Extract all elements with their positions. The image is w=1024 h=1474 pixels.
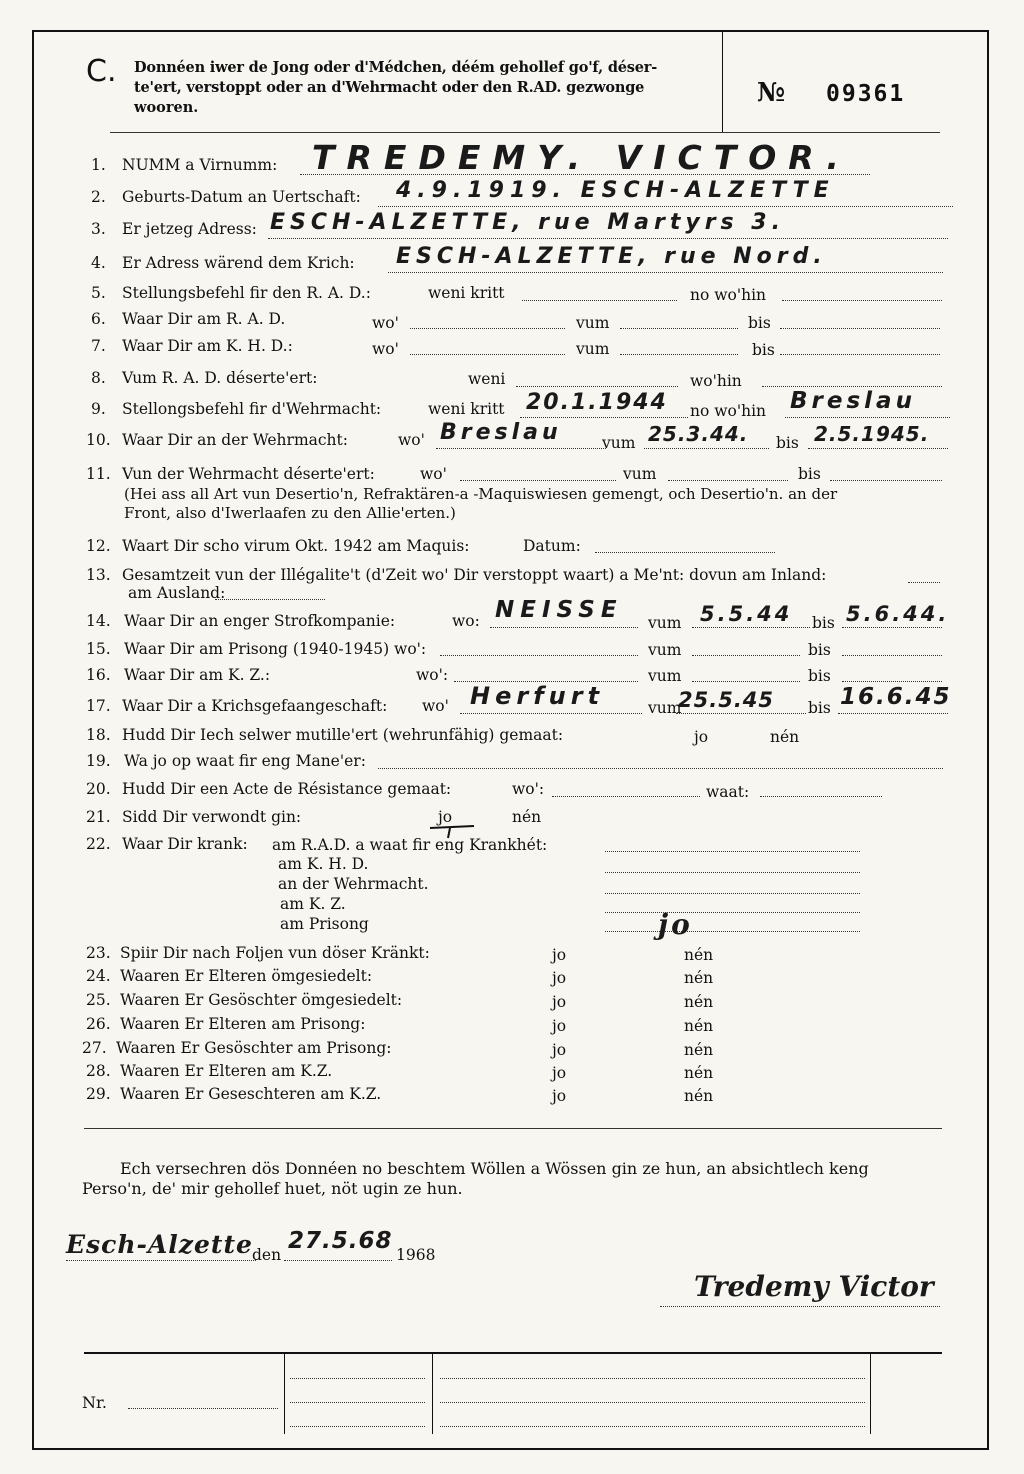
row-22-sub-rad: am R.A.D. a waat fir eng Krankhét: [272, 836, 548, 854]
row-4-label: Er Adress wärend dem Krich: [122, 254, 355, 272]
row-9-no-wohin: no wo'hin [690, 402, 767, 420]
row-8-line-a [516, 386, 678, 387]
row-3-address-value: ESCH-ALZETTE, rue Martyrs 3. [270, 210, 785, 235]
row-7-line-a [410, 354, 565, 355]
row-20-wo: wo': [512, 780, 545, 798]
row-16-vum: vum [648, 667, 682, 685]
footer-col-1 [284, 1352, 285, 1434]
row-26-label: Waaren Er Elteren am Prisong: [120, 1015, 366, 1033]
footer-col-3 [870, 1352, 871, 1434]
row-23-label: Spiir Dir nach Foljen vun döser Kränkt: [120, 944, 430, 962]
row-18-label: Hudd Dir Iech selwer mutille'ert (wehrunfähig) gemaat: [122, 726, 564, 744]
header-title-line1: Donnéen iwer de Jong oder d'Médchen, déém gehollef go'f, déser- [134, 59, 658, 76]
row-14-vum: vum [648, 614, 682, 632]
row-11-label: Vun der Wehrmacht déserte'ert: [122, 465, 375, 483]
row-10-vum: vum [602, 434, 636, 452]
row-10-num: 10. [86, 431, 111, 449]
row-15-label: Waar Dir am Prisong (1940-1945) wo': [124, 640, 427, 658]
row-22-sub-prisong: am Prisong [280, 915, 369, 933]
row-3-label: Er jetzeg Adress: [122, 220, 257, 238]
row-10-to-value: 2.5.1945. [814, 422, 930, 446]
row-24-label: Waaren Er Elteren ömgesiedelt: [120, 967, 373, 985]
section-letter: C. [86, 54, 117, 89]
row-7-line-b [620, 354, 738, 355]
row-2-label: Geburts-Datum an Uertschaft: [122, 188, 361, 206]
row-4-war-address-value: ESCH-ALZETTE, rue Nord. [396, 244, 827, 269]
row-12-label: Waart Dir scho virum Okt. 1942 am Maquis: [122, 537, 470, 555]
row-9-num: 9. [91, 400, 106, 418]
header-divider [722, 32, 723, 132]
row-28-jo: jo [552, 1064, 567, 1082]
row-12-datum: Datum: [523, 537, 581, 555]
row-19-label: Wa jo op waat fir eng Mane'er: [124, 752, 366, 770]
footer-nr-line [128, 1408, 278, 1409]
row-4-num: 4. [91, 254, 106, 272]
row-8-wohin: wo'hin [690, 372, 742, 390]
row-14-bis: bis [812, 614, 835, 632]
row-18-nen: nén [770, 728, 800, 746]
row-6-label: Waar Dir am R. A. D. [122, 310, 286, 328]
signature-place-value: Esch-Alzette [66, 1230, 253, 1259]
row-5-num: 5. [91, 284, 106, 302]
row-11-note-line1: (Hei ass all Art vun Desertio'n, Refraktären-a -Maquiswiesen gemengt, och Desertio'n. an der [124, 485, 838, 503]
row-5-line-a [522, 300, 677, 301]
row-26-num: 26. [86, 1015, 111, 1033]
row-10-bis: bis [776, 434, 799, 452]
row-17-line-a [460, 713, 642, 714]
row-25-label: Waaren Er Gesöschter ömgesiedelt: [120, 991, 403, 1009]
footer-nr-label: Nr. [82, 1393, 107, 1412]
row-28-nen: nén [684, 1064, 714, 1082]
row-13-line-b [215, 599, 325, 600]
declaration-line2: Perso'n, de' mir gehollef huet, nöt ugin ze hun. [82, 1179, 463, 1198]
row-14-line-c [842, 627, 942, 628]
row-13-line2: am Ausland: [128, 584, 226, 602]
row-14-wo: wo: [452, 612, 480, 630]
row-20-waat: waat: [706, 783, 750, 801]
footer-line-b2 [440, 1402, 865, 1403]
row-27-jo: jo [552, 1041, 567, 1059]
row-20-line-a [552, 796, 700, 797]
row-22-sub-khd: am K. H. D. [278, 855, 369, 873]
row-28-label: Waaren Er Elteren am K.Z. [120, 1062, 333, 1080]
row-24-jo: jo [552, 969, 567, 987]
signature-value: Tredemy Victor [694, 1270, 934, 1303]
row-21-jo: jo [438, 808, 453, 826]
row-16-wo: wo': [416, 666, 449, 684]
row-9-weni-kritt: weni kritt [428, 400, 505, 418]
row-28-num: 28. [86, 1062, 111, 1080]
row-14-line-b [692, 627, 810, 628]
row-5-line-b [782, 300, 942, 301]
row-7-vum: vum [576, 340, 610, 358]
row-2-num: 2. [91, 188, 106, 206]
row-26-nen: nén [684, 1017, 714, 1035]
row-16-line-c [842, 681, 942, 682]
row-13-line1: Gesamtzeit vun der Illégalite't (d'Zeit wo' Dir verstoppt waart) a Me'nt: dovun am Inland: [122, 566, 827, 584]
row-29-jo: jo [552, 1087, 567, 1105]
row-17-label: Waar Dir a Krichsgefaangeschaft: [122, 697, 388, 715]
row-20-label: Hudd Dir een Acte de Résistance gemaat: [122, 780, 452, 798]
signature-den: den [252, 1246, 282, 1264]
row-8-weni: weni [468, 370, 506, 388]
row-17-wo: wo' [422, 697, 449, 715]
row-6-vum: vum [576, 314, 610, 332]
row-22-num: 22. [86, 835, 111, 853]
row-16-line-b [692, 681, 800, 682]
row-1-num: 1. [91, 156, 106, 174]
footer-line-a3 [290, 1426, 425, 1427]
footer-rule-top [84, 1352, 942, 1354]
row-16-bis: bis [808, 667, 831, 685]
row-25-nen: nén [684, 993, 714, 1011]
signature-date-value: 27.5.68 [288, 1228, 393, 1254]
row-14-num: 14. [86, 612, 111, 630]
row-7-num: 7. [91, 337, 106, 355]
row-22-line-5 [605, 931, 860, 932]
row-11-num: 11. [86, 465, 111, 483]
row-12-line [595, 552, 775, 553]
footer-line-b1 [440, 1378, 865, 1379]
row-10-wo: wo' [398, 431, 425, 449]
row-15-line-a [440, 655, 638, 656]
row-8-label: Vum R. A. D. déserte'ert: [122, 369, 318, 387]
row-6-num: 6. [91, 310, 106, 328]
row-9-line-a [520, 417, 688, 418]
row-17-line-c [838, 713, 948, 714]
row-23-nen: nén [684, 946, 714, 964]
row-1-label: NUMM a Virnumm: [122, 156, 278, 174]
row-29-num: 29. [86, 1085, 111, 1103]
row-23-num: 23. [86, 944, 111, 962]
row-22-line-2 [605, 872, 860, 873]
row-10-label: Waar Dir an der Wehrmacht: [122, 431, 348, 449]
row-7-bis: bis [752, 341, 775, 359]
signature-year: 1968 [396, 1246, 436, 1264]
row-17-from-value: 25.5.45 [678, 688, 775, 712]
row-5-weni-kritt: weni kritt [428, 284, 505, 302]
row-19-line [378, 768, 943, 769]
row-22-line-4 [605, 912, 860, 913]
row-5-no-wohin: no wo'hin [690, 286, 767, 304]
row-18-jo: jo [694, 728, 709, 746]
row-10-line-a [436, 448, 606, 449]
row-25-num: 25. [86, 991, 111, 1009]
signature-place-line [66, 1260, 256, 1261]
row-24-num: 24. [86, 967, 111, 985]
row-12-num: 12. [86, 537, 111, 555]
header-rule [110, 132, 940, 133]
row-17-place-value: Herfurt [470, 682, 605, 710]
row-23-jo: jo [552, 946, 567, 964]
row-25-jo: jo [552, 993, 567, 1011]
row-22-sub-wehrmacht: an der Wehrmacht. [278, 875, 429, 893]
row-10-place-value: Breslau [440, 420, 562, 445]
row-9-place-value: Breslau [790, 388, 916, 414]
signature-line [660, 1306, 940, 1307]
row-2-birth-value: 4.9.1919. ESCH-ALZETTE [396, 178, 835, 203]
row-14-to-value: 5.6.44. [846, 602, 950, 626]
row-22-label: Waar Dir krank: [122, 835, 248, 853]
row-14-place-value: NEISSE [495, 597, 623, 623]
row-5-label: Stellungsbefehl fir den R. A. D.: [122, 284, 371, 302]
number-label: № [757, 78, 786, 108]
footer-line-b3 [440, 1426, 865, 1427]
row-1-name-value: TREDEMY. VICTOR. [312, 138, 851, 177]
row-29-label: Waaren Er Geseschteren am K.Z. [120, 1085, 382, 1103]
row-20-num: 20. [86, 780, 111, 798]
row-14-from-value: 5.5.44 [700, 602, 793, 626]
row-11-line-b [668, 480, 788, 481]
row-13-num: 13. [86, 566, 111, 584]
row-22-line-3 [605, 893, 860, 894]
row-27-nen: nén [684, 1041, 714, 1059]
row-22-sub-kz: am K. Z. [280, 895, 346, 913]
row-15-line-b [692, 655, 800, 656]
footer-line-a2 [290, 1402, 425, 1403]
footer-col-2 [432, 1352, 433, 1434]
footer-line-a1 [290, 1378, 425, 1379]
row-3-num: 3. [91, 220, 106, 238]
row-10-line-b [644, 448, 769, 449]
signature-date-line [284, 1260, 392, 1261]
row-15-line-c [842, 655, 942, 656]
row-11-vum: vum [623, 465, 657, 483]
row-17-vum: vum [648, 699, 682, 717]
row-11-line-a [460, 480, 616, 481]
row-7-wo: wo' [372, 340, 399, 358]
row-9-label: Stellongsbefehl fir d'Wehrmacht: [122, 400, 382, 418]
row-15-bis: bis [808, 641, 831, 659]
row-26-jo: jo [552, 1017, 567, 1035]
row-17-line-b [676, 713, 806, 714]
row-6-line-a [410, 328, 565, 329]
row-4-line [388, 272, 943, 273]
row-7-line-c [780, 354, 940, 355]
row-3-line [268, 238, 948, 239]
row-6-bis: bis [748, 314, 771, 332]
declaration-rule [84, 1128, 942, 1129]
row-16-label: Waar Dir am K. Z.: [124, 666, 271, 684]
row-6-wo: wo' [372, 314, 399, 332]
row-10-from-value: 25.3.44. [648, 422, 749, 446]
row-7-label: Waar Dir am K. H. D.: [122, 337, 293, 355]
declaration-line1: Ech versechren dös Donnéen no beschtem Wöllen a Wössen gin ze hun, an absichtlech keng [120, 1159, 869, 1178]
row-16-num: 16. [86, 666, 111, 684]
header-title-line3: wooren. [134, 99, 199, 116]
row-13-line-a [908, 582, 940, 583]
row-14-line-a [490, 627, 638, 628]
row-17-num: 17. [86, 697, 111, 715]
row-24-nen: nén [684, 969, 714, 987]
row-8-line-b [762, 386, 942, 387]
row-27-label: Waaren Er Gesöschter am Prisong: [116, 1039, 392, 1057]
row-15-vum: vum [648, 641, 682, 659]
row-8-num: 8. [91, 369, 106, 387]
row-17-bis: bis [808, 699, 831, 717]
row-11-note-line2: Front, also d'Iwerlaafen zu den Allie'erten.) [124, 504, 456, 522]
row-29-nen: nén [684, 1087, 714, 1105]
row-17-to-value: 16.6.45 [840, 684, 952, 710]
form-number: 09361 [826, 81, 906, 107]
row-22-line-1 [605, 851, 860, 852]
row-9-line-b [785, 417, 950, 418]
header-title-line2: te'ert, verstoppt oder an d'Wehrmacht oder den R.AD. gezwonge [134, 79, 645, 96]
row-11-bis: bis [798, 465, 821, 483]
row-22-answer-value: jo [658, 908, 693, 941]
row-21-label: Sidd Dir verwondt gin: [122, 808, 302, 826]
row-19-num: 19. [86, 752, 111, 770]
row-9-date-value: 20.1.1944 [526, 390, 668, 415]
row-11-line-c [830, 480, 942, 481]
row-21-num: 21. [86, 808, 111, 826]
row-21-nen: nén [512, 808, 542, 826]
row-2-line [378, 206, 953, 207]
row-18-num: 18. [86, 726, 111, 744]
row-10-line-c [808, 448, 948, 449]
row-20-line-b [760, 796, 882, 797]
row-11-wo: wo' [420, 465, 447, 483]
row-6-line-b [620, 328, 738, 329]
row-27-num: 27. [82, 1039, 107, 1057]
row-15-num: 15. [86, 640, 111, 658]
row-6-line-c [780, 328, 940, 329]
row-14-label: Waar Dir an enger Strofkompanie: [124, 612, 396, 630]
